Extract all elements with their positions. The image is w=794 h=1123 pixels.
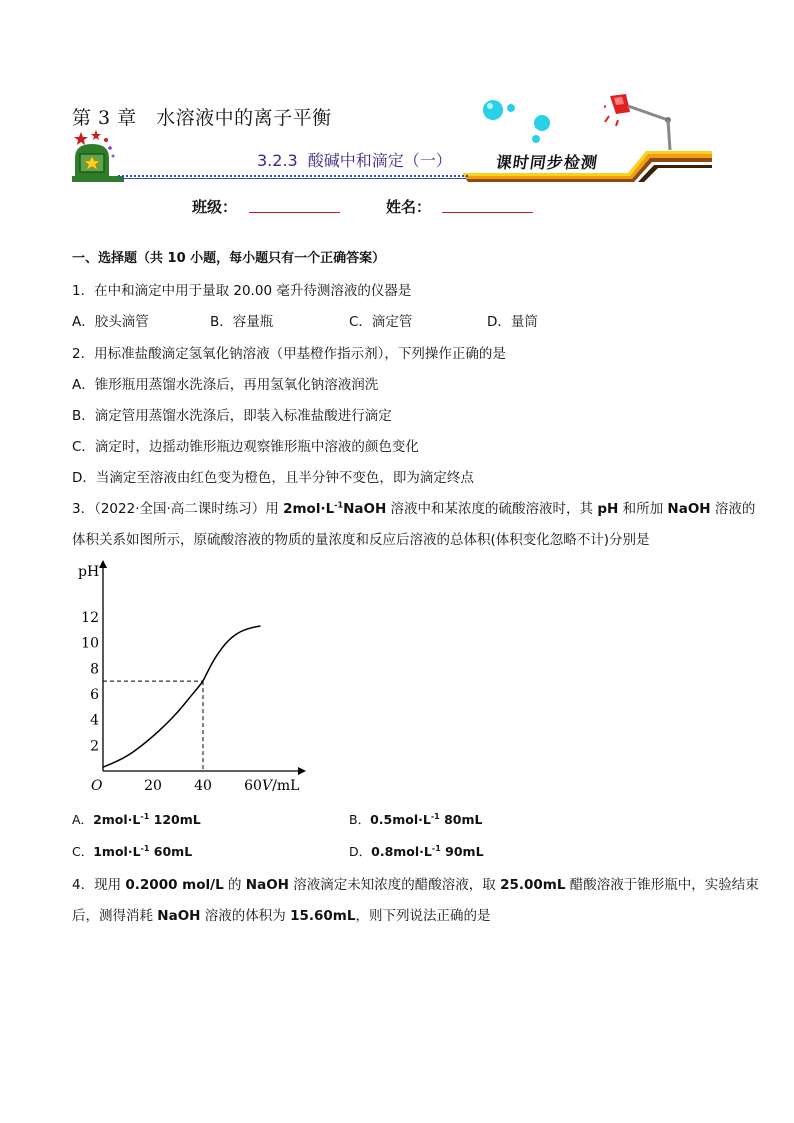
q2-option-d: D．当滴定至溶液由红色变为橙色，且半分钟不变色，即为滴定终点 xyxy=(72,470,474,486)
q2-option-c: C．滴定时，边摇动锥形瓶边观察锥形瓶中溶液的颜色变化 xyxy=(72,439,419,455)
y-axis-arrow xyxy=(99,560,107,568)
x-axis-arrow xyxy=(298,767,306,775)
q1-option-d: D．量筒 xyxy=(487,314,538,330)
header-rule xyxy=(120,178,466,179)
chapter-title: 第 3 章 水溶液中的离子平衡 xyxy=(72,107,332,129)
section-name: 酸碱中和滴定（一） xyxy=(307,151,452,170)
y-tick-label: 6 xyxy=(90,687,99,703)
y-tick-label: 12 xyxy=(81,610,99,626)
section-title xyxy=(257,148,452,171)
q3-option-d: D．$0.8mol\cdot L^{-1}$ 90mL xyxy=(349,843,484,859)
y-tick-label: 4 xyxy=(90,712,99,729)
y-tick-label: 8 xyxy=(90,661,99,678)
sync-test-label: 课时同步检测 xyxy=(494,153,600,172)
header-rule-dotted xyxy=(118,175,468,177)
lamp-icon xyxy=(604,92,684,152)
question-2-stem: 2．用标准盐酸滴定氢氧化钠溶液（甲基橙作指示剂），下列操作正确的是 xyxy=(72,346,506,362)
q2-option-b: B．滴定管用蒸馏水洗涤后，即装入标准盐酸进行滴定 xyxy=(72,408,392,424)
x-axis-label: V/mL xyxy=(262,778,300,794)
q3-option-c: C．$1mol\cdot L^{-1}$ 60mL xyxy=(72,843,193,859)
y-tick-label: 10 xyxy=(81,635,99,652)
q1-option-c: C．滴定管 xyxy=(349,314,413,330)
bubbles-icon xyxy=(478,96,558,146)
titration-curve-0 xyxy=(103,626,261,767)
origin-label: O xyxy=(91,778,103,794)
q3-option-b: B．$0.5mol\cdot L^{-1}$ 80mL xyxy=(349,811,483,827)
x-tick-label: 20 xyxy=(144,778,162,794)
question-3-stem-line1: 3．（2022·全国·高二课时练习）用 $2mol\cdot L^{-1}NaOH$ 溶液中和某浓度的硫酸溶液时，其 pH 和所加 NaOH 溶液的 xyxy=(72,500,756,517)
question-1-stem: 1．在中和滴定中用于量取 20.00 毫升待测溶液的仪器是 xyxy=(72,283,412,299)
q3-option-a: A．$2mol\cdot L^{-1}$ 120mL xyxy=(72,811,201,827)
question-3-stem-line2: 体积关系如图所示，原硫酸溶液的物质的量浓度和反应后溶液的总体积(体积变化忽略不计)分别是 xyxy=(72,532,650,548)
badge-icon xyxy=(72,128,124,182)
y-tick-label: 2 xyxy=(90,738,99,755)
ph-titration-chart xyxy=(70,558,310,798)
section-number: 3.2.3 xyxy=(257,151,298,170)
y-axis-label: pH xyxy=(78,564,100,580)
question-4-stem-line1: 4．现用 0.2000 mol/L 的 NaOH 溶液滴定未知浓度的醋酸溶液，取 25.00mL 醋酸溶液于锥形瓶中，实验结束 xyxy=(72,877,759,893)
q1-option-a: A．胶头滴管 xyxy=(72,314,149,330)
name-field[interactable] xyxy=(442,211,533,213)
q1-option-b: B．容量瓶 xyxy=(210,314,274,330)
name-label: 姓名： xyxy=(386,198,432,216)
x-tick-label: 60 xyxy=(244,778,262,794)
class-field[interactable] xyxy=(249,211,340,213)
section-heading: 一、选择题（共 10 小题，每小题只有一个正确答案） xyxy=(72,251,386,266)
class-label: 班级： xyxy=(192,198,238,216)
q2-option-a: A．锥形瓶用蒸馏水洗涤后，再用氢氧化钠溶液润洗 xyxy=(72,377,379,393)
x-tick-label: 40 xyxy=(194,778,212,794)
question-4-stem-line2: 后，测得消耗 NaOH 溶液的体积为 15.60mL，则下列说法正确的是 xyxy=(72,908,491,924)
